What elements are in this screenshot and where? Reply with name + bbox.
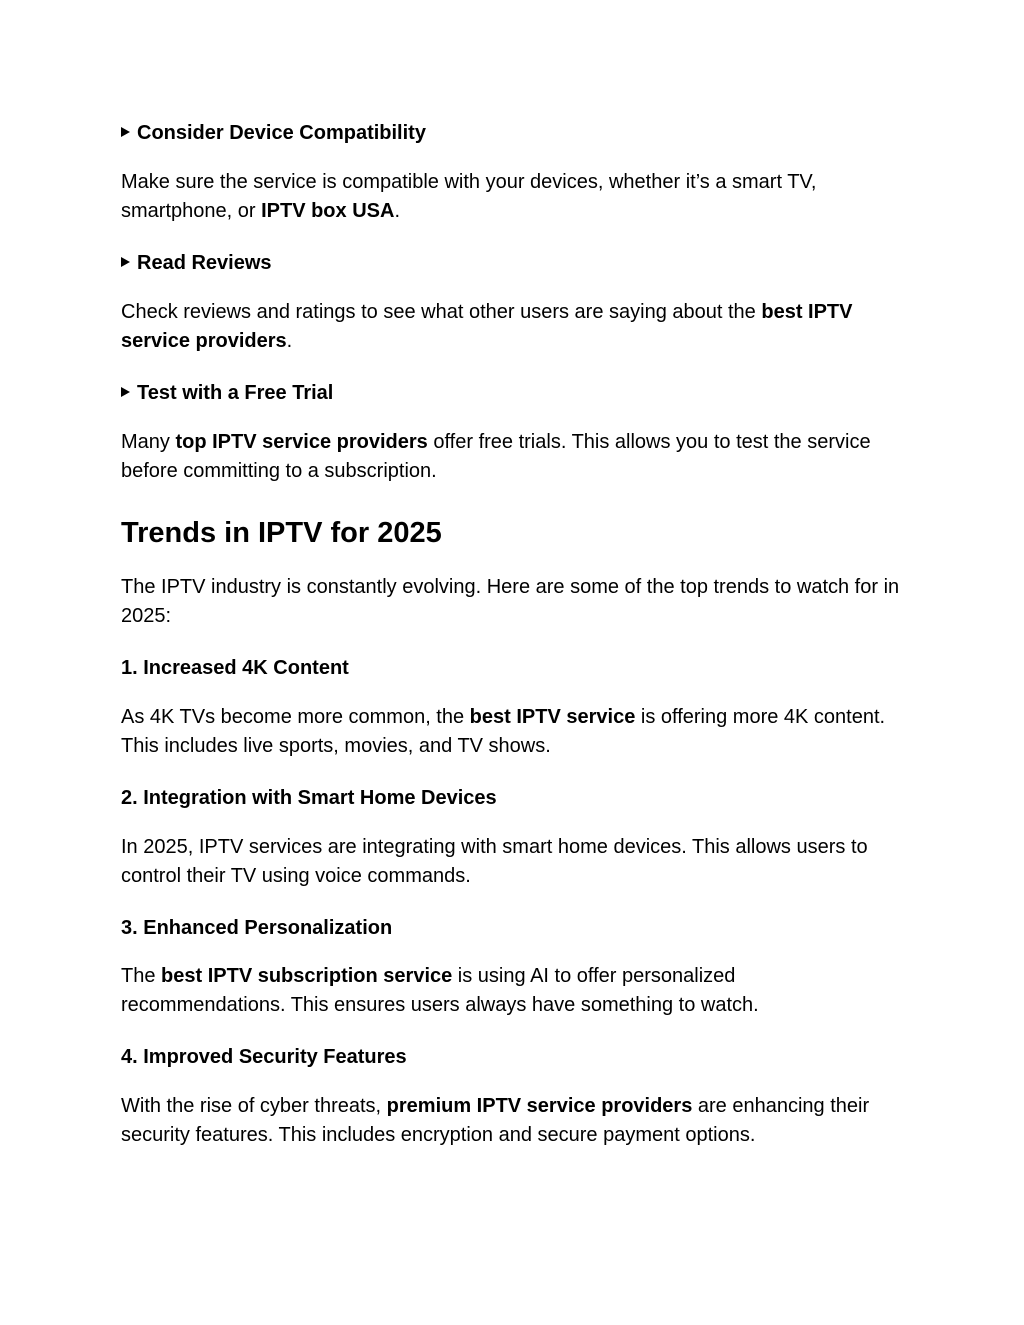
compat-paragraph (121, 168, 901, 226)
trend-bold: premium IPTV service providers (386, 1095, 693, 1117)
trend-paragraph-1 (121, 703, 901, 761)
trend-text-before: In 2025, IPTV services are integrating with smart home devices. This allows users to control their TV using voice commands. (121, 836, 868, 887)
trend-text-after: is offering more 4K content. This includes live sports, movies, and TV shows. (121, 706, 886, 757)
disclosure-triangle-icon[interactable] (121, 387, 130, 397)
trend-heading-4 (121, 1045, 901, 1069)
trend-text-before: With the rise of cyber threats, (121, 1095, 387, 1117)
reviews-bold: best IPTV service providers (121, 301, 853, 352)
reviews-paragraph (121, 298, 901, 356)
trend-text-after: are enhancing their security features. This includes encryption and secure payment options. (121, 1095, 870, 1146)
trial-heading-text: Test with a Free Trial (137, 382, 334, 404)
compat-bold-link: IPTV box USA (261, 200, 395, 222)
compat-text-before: Make sure the service is compatible with your devices, whether it’s a smart TV, smartphone, or (121, 171, 817, 222)
trend-heading-1 (121, 656, 901, 680)
trend-paragraph-3 (121, 962, 901, 1020)
trend-heading-text: 1. Increased 4K Content (121, 657, 349, 679)
trend-heading-2 (121, 786, 901, 810)
trend-heading-text: 4. Improved Security Features (121, 1046, 407, 1068)
trend-bold: best IPTV service (469, 706, 636, 728)
trial-text-after: offer free trials. This allows you to test the service before committing to a subscription. (121, 431, 871, 482)
compat-text-after: . (394, 200, 400, 222)
trial-text-before: Many (121, 431, 176, 453)
trends-intro (121, 573, 901, 631)
trends-title (121, 516, 901, 550)
trend-text-before: As 4K TVs become more common, the (121, 706, 470, 728)
section-heading-reviews (121, 251, 901, 275)
compat-heading-text: Consider Device Compatibility (137, 122, 426, 144)
disclosure-triangle-icon[interactable] (121, 127, 130, 137)
trend-bold: best IPTV subscription service (161, 965, 453, 987)
reviews-text-before: Check reviews and ratings to see what other users are saying about the (121, 301, 762, 323)
trend-paragraph-4 (121, 1092, 901, 1150)
trial-bold: top IPTV service providers (175, 431, 428, 453)
trend-heading-text: 2. Integration with Smart Home Devices (121, 787, 497, 809)
trends-title-text: Trends in IPTV for 2025 (121, 517, 442, 549)
trend-text-before: The (121, 965, 162, 987)
reviews-text-after: . (286, 330, 293, 352)
reviews-heading-text: Read Reviews (137, 252, 272, 274)
trend-text-after: is using AI to offer personalized recommendations. This ensures users always have something to watch. (121, 965, 759, 1016)
trend-paragraph-2 (121, 833, 901, 891)
trends-intro-text: The IPTV industry is constantly evolving. Here are some of the top trends to watch for in 2025: (121, 576, 900, 627)
section-heading-trial (121, 381, 901, 405)
trial-paragraph (121, 428, 901, 486)
disclosure-triangle-icon[interactable] (121, 257, 130, 267)
trend-heading-text: 3. Enhanced Personalization (121, 917, 393, 939)
trend-heading-3 (121, 916, 901, 940)
section-heading-compat (121, 121, 901, 145)
